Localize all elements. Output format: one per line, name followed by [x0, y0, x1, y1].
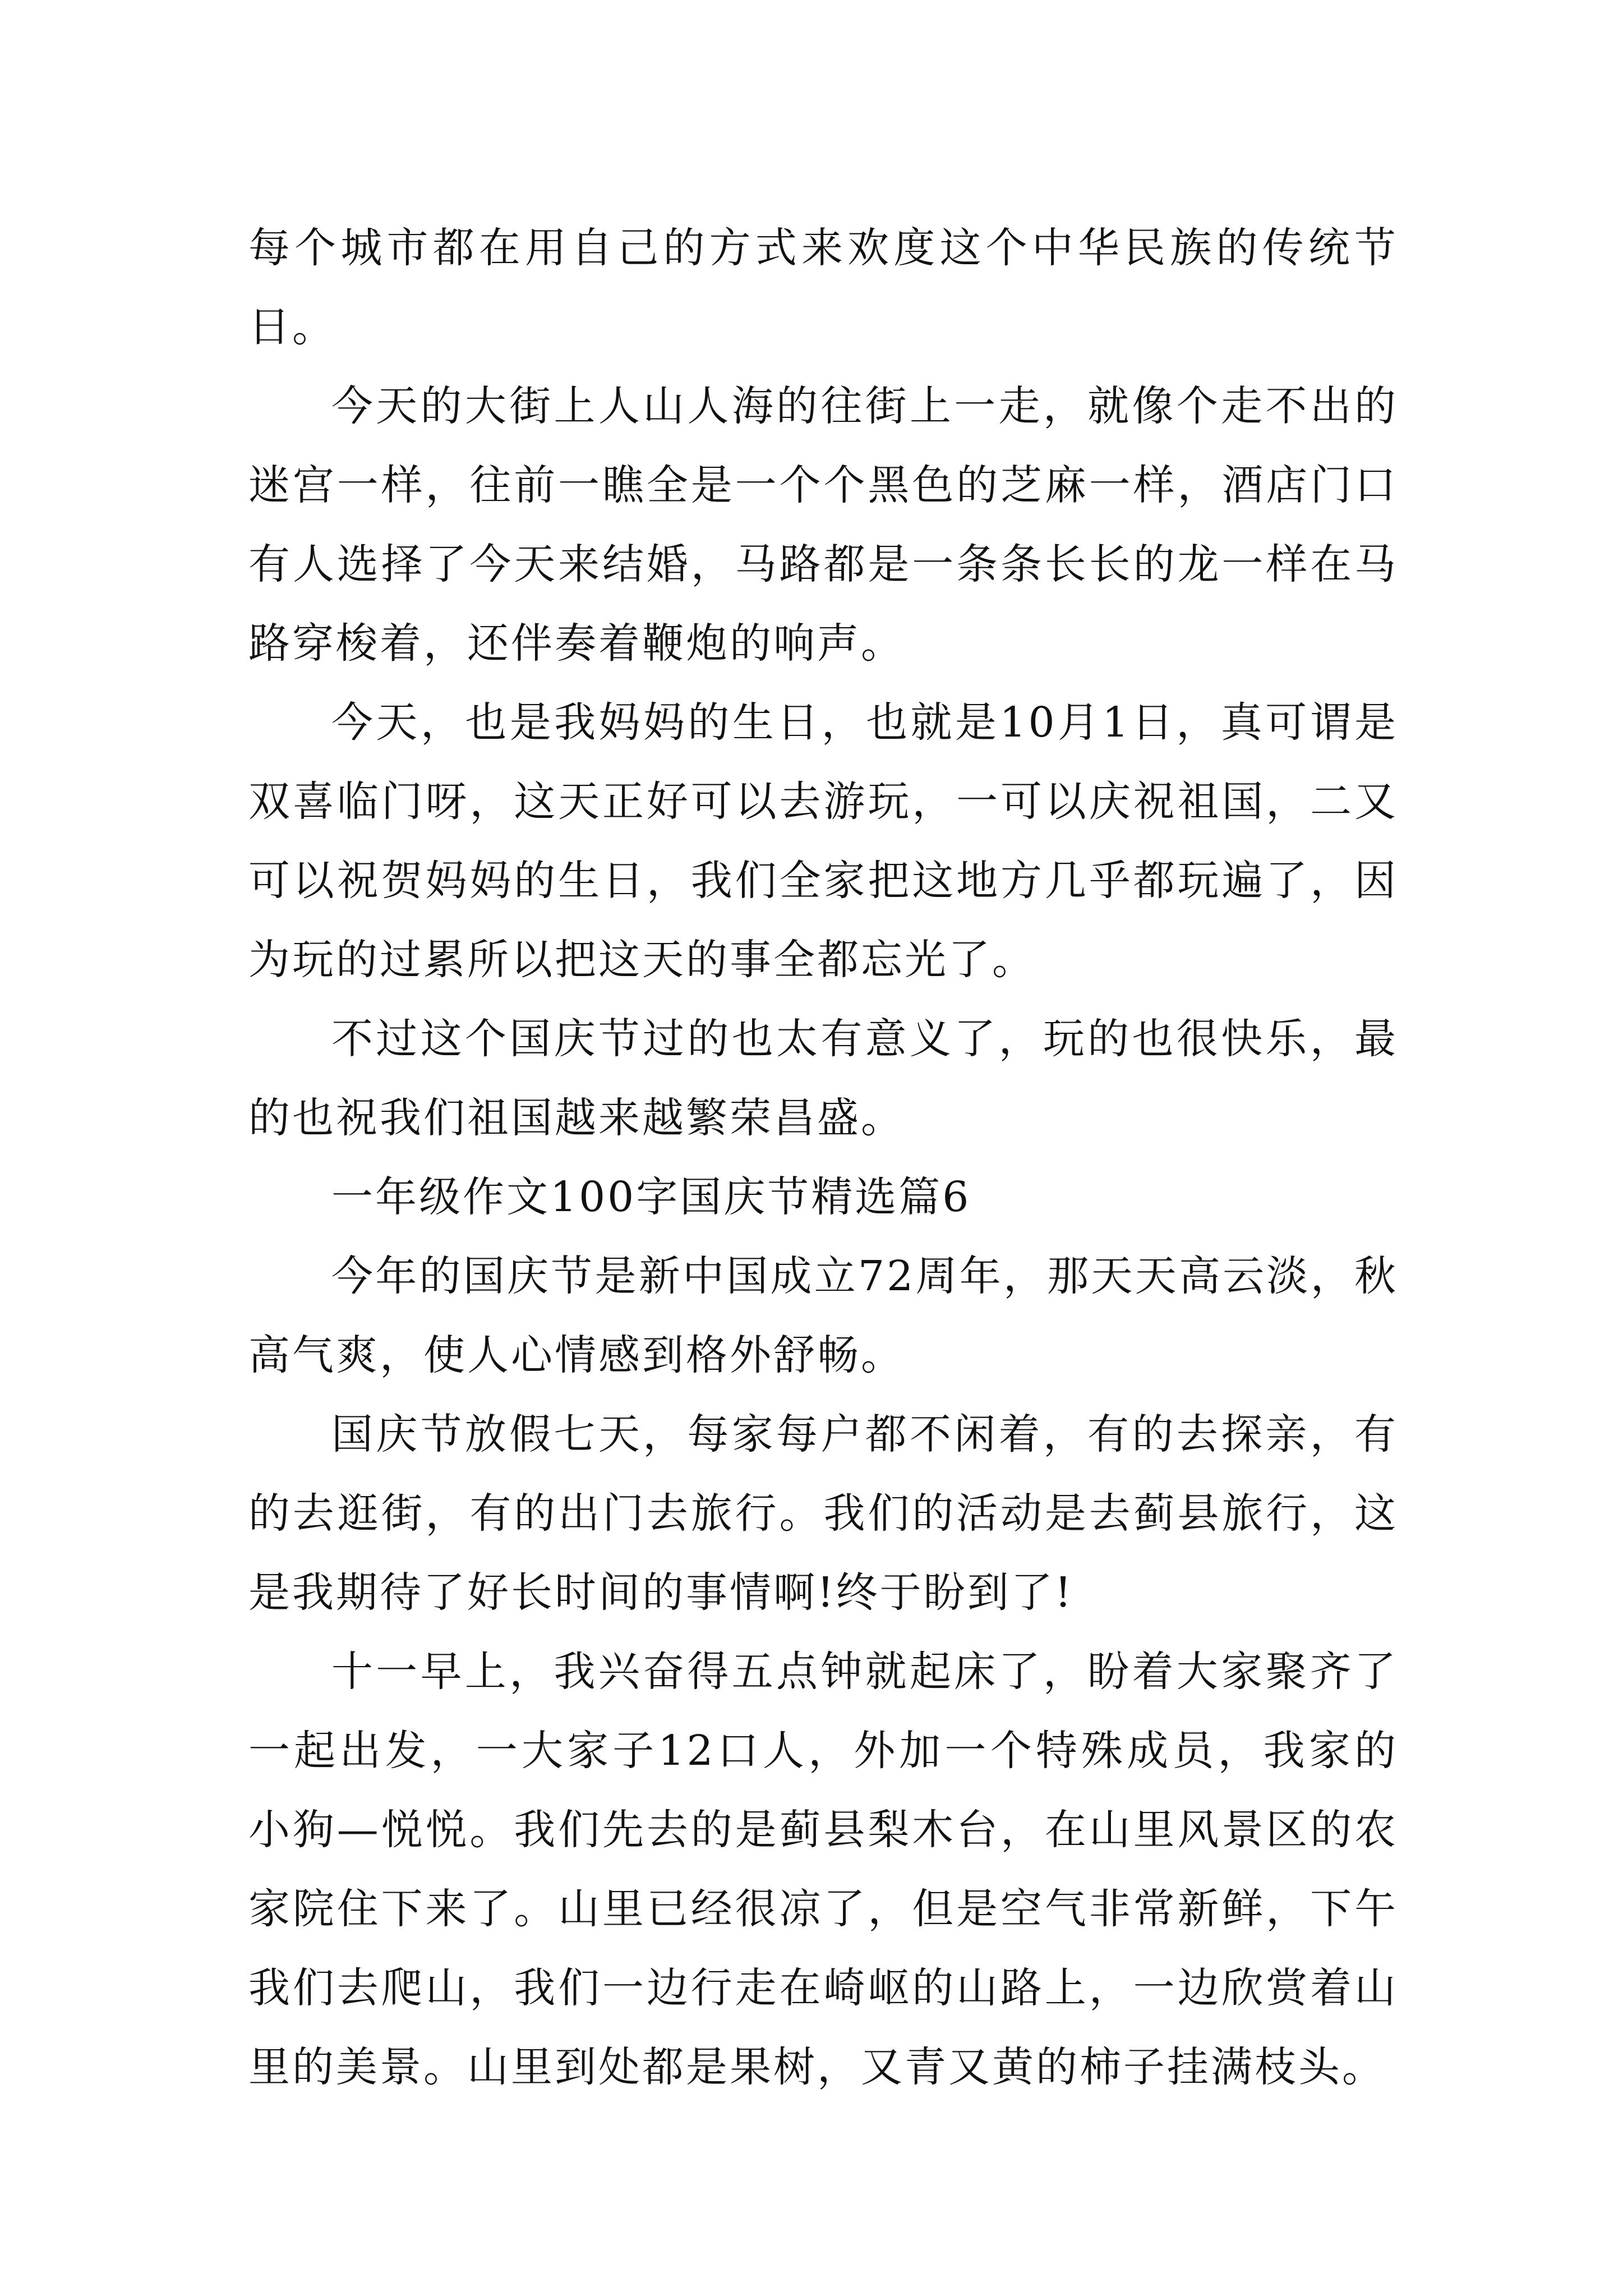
paragraph-2: 今天的大街上人山人海的往街上一走，就像个走不出的迷宫一样，往前一瞧全是一个个黑色的芝麻一样，酒店门口有人选择了今天来结婚，马路都是一条条长长的龙一样在马路穿梭着，还伴奏着鞭炮的响声。: [248, 382, 1398, 668]
paragraph-6: 国庆节放假七天，每家每户都不闲着，有的去探亲，有的去逛街，有的出门去旅行。我们的活动是去蓟县旅行，这是我期待了好长时间的事情啊!终于盼到了!: [248, 1410, 1398, 1617]
paragraph-4: 不过这个国庆节过的也太有意义了，玩的也很快乐，最的也祝我们祖国越来越繁荣昌盛。: [248, 1015, 1398, 1142]
paragraph-5: 今年的国庆节是新中国成立72周年，那天天高云淡，秋高气爽，使人心情感到格外舒畅。: [248, 1252, 1398, 1379]
paragraph-7: 十一早上，我兴奋得五点钟就起床了，盼着大家聚齐了一起出发，一大家子12口人，外加一个特殊成员，我家的小狗—悦悦。我们先去的是蓟县梨木台，在山里风景区的农家院住下来了。山里已经很凉了，但是空气非常新鲜，下午我们去爬山，我们一边行走在崎岖的山路上，一边欣赏着山里的美景。山里到处都是果树，又青又黄的柿子挂满枝头。: [248, 1648, 1398, 2091]
paragraph-3: 今天，也是我妈妈的生日，也就是10月1日，真可谓是双喜临门呀，这天正好可以去游玩，一可以庆祝祖国，二又可以祝贺妈妈的生日，我们全家把这地方几乎都玩遍了，因为玩的过累所以把这天的事全都忘光了。: [248, 698, 1398, 984]
section-heading: 一年级作文100字国庆节精选篇6: [331, 1173, 971, 1221]
paragraph-1: 每个城市都在用自己的方式来欢度这个中华民族的传统节日。: [248, 224, 1398, 351]
document-body: [248, 209, 1398, 2107]
